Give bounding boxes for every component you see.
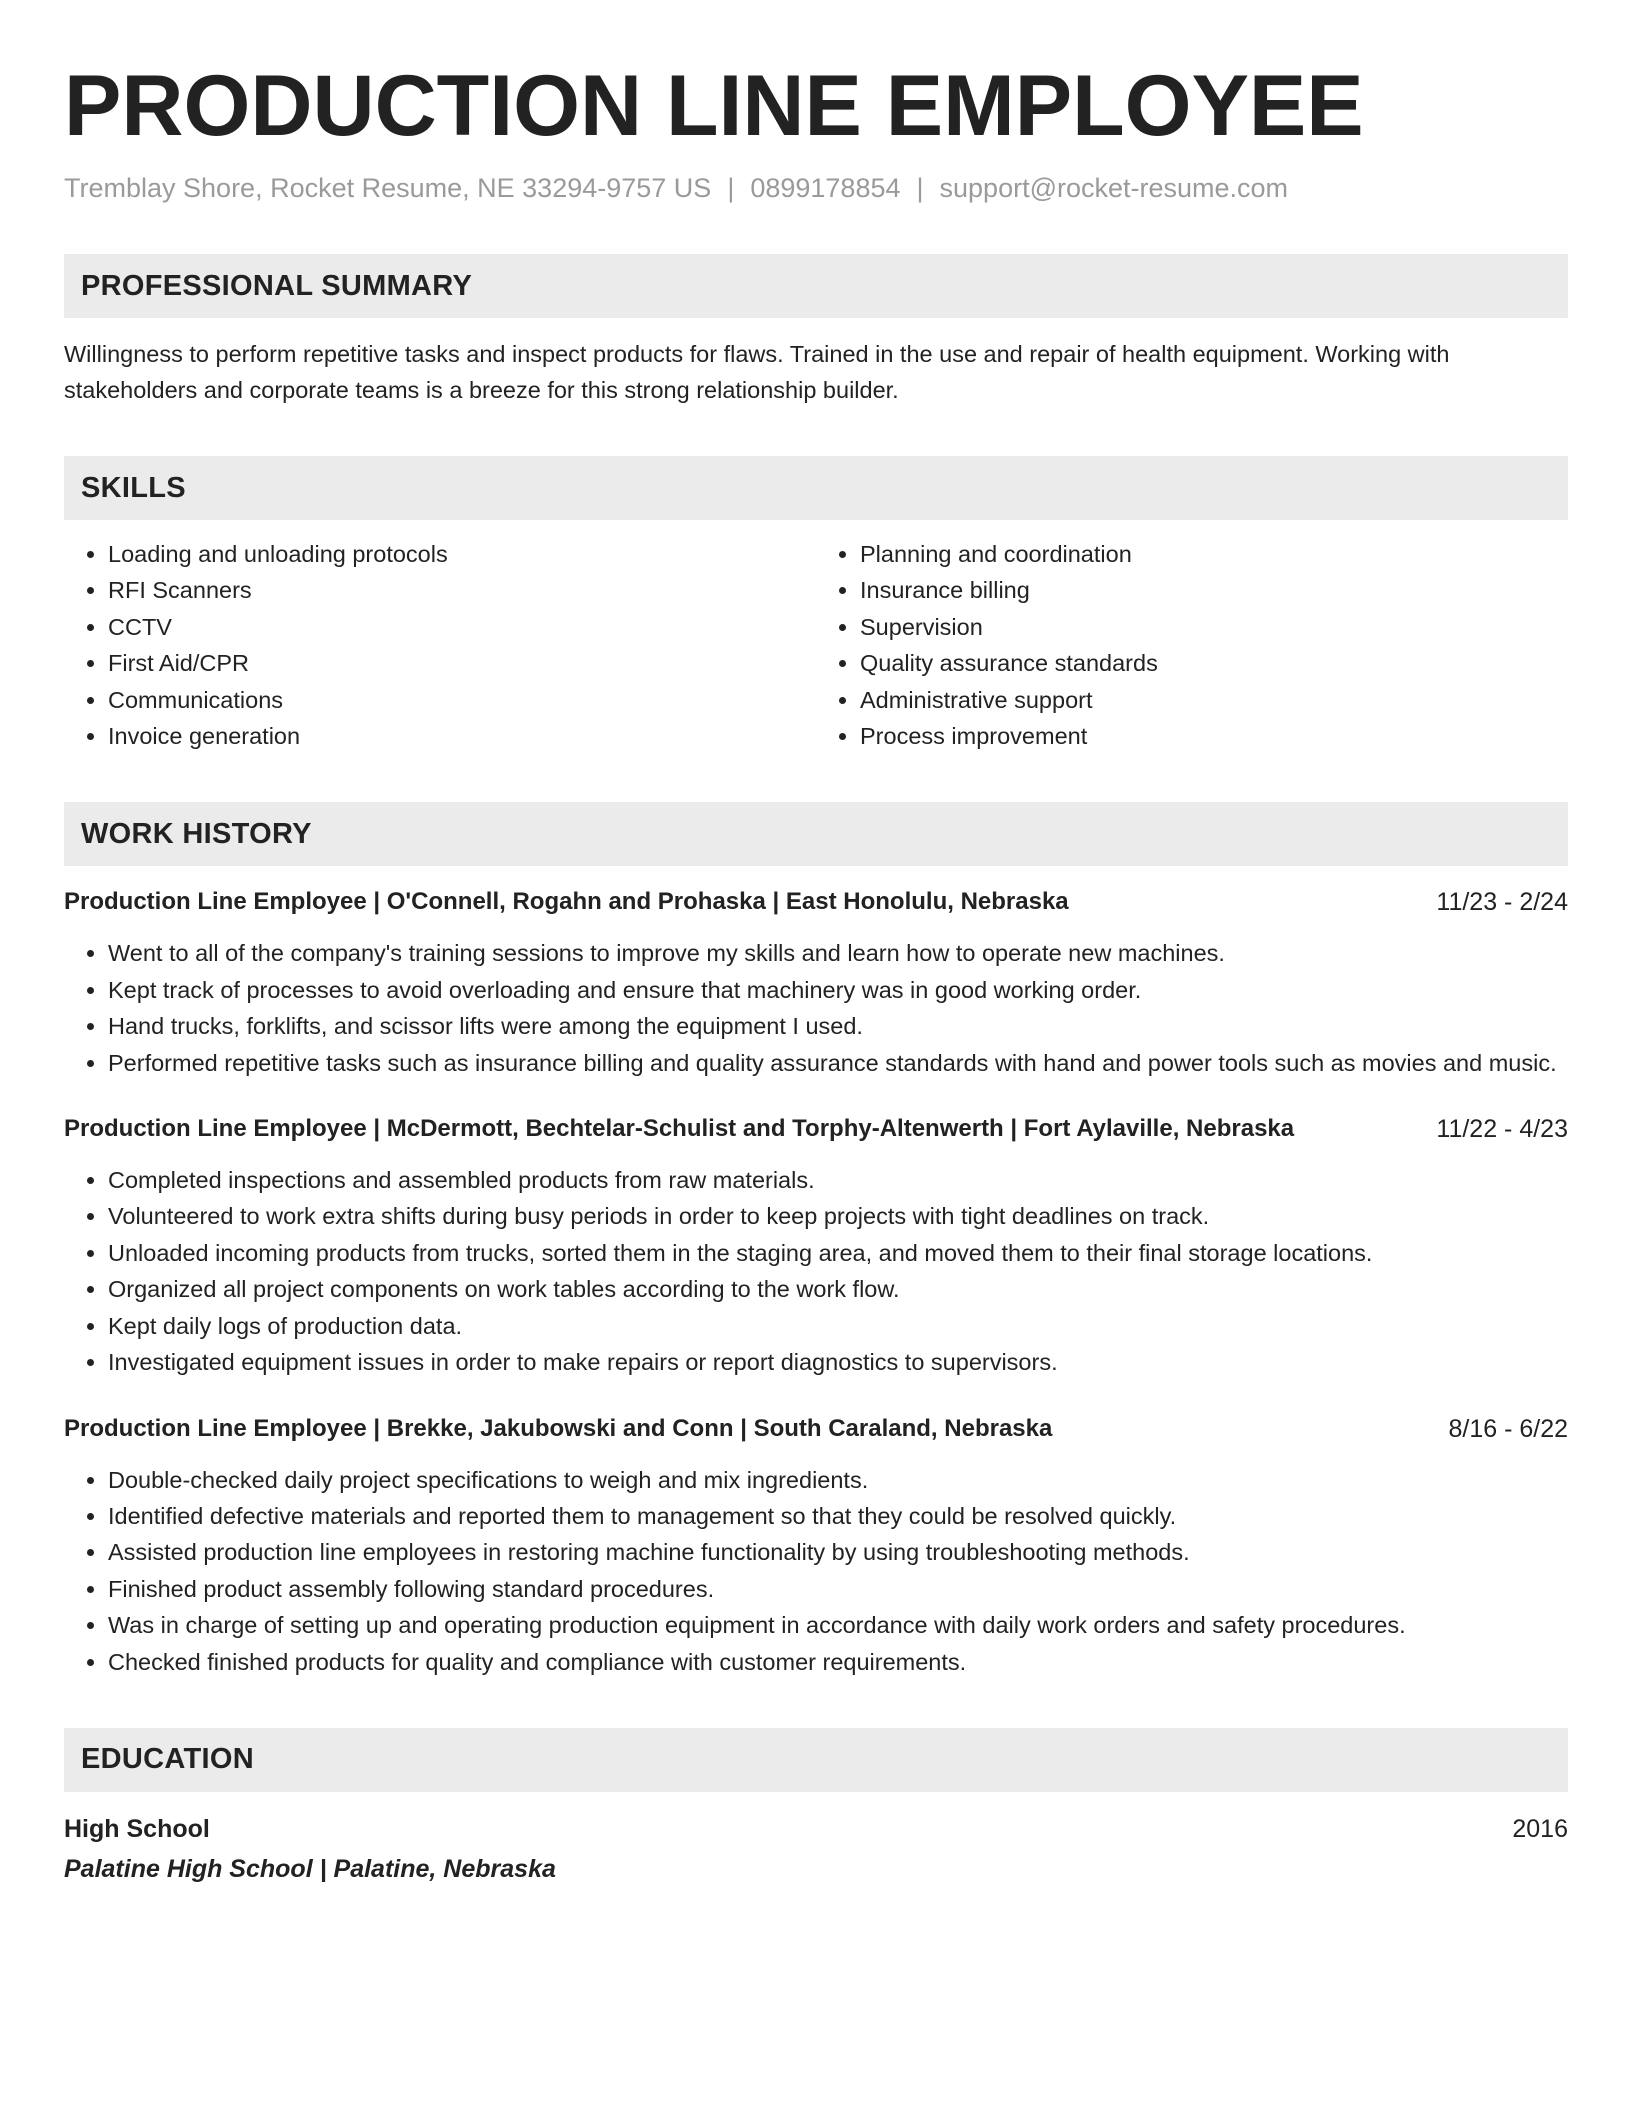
job-bullet: • Investigated equipment issues in order to make repairs or report diagnostics to supervisors. [108,1344,1568,1380]
contact-email: support@rocket-resume.com [939,173,1289,203]
contact-separator: | [916,173,924,203]
education-school: Palatine High School | Palatine, Nebraska [64,1854,556,1883]
job-heading: Production Line Employee | O'Connell, Rogahn and Prohaska | East Honolulu, Nebraska [64,888,1069,916]
skill-item: • Process improvement [860,718,1568,754]
skill-item: • CCTV [108,609,816,645]
job-bullet: • Completed inspections and assembled products from raw materials. [108,1162,1568,1198]
skill-item: • First Aid/CPR [108,645,816,681]
skill-item: • Planning and coordination [860,536,1568,572]
contact-separator: | [727,173,735,203]
summary-text: Willingness to perform repetitive tasks and inspect products for flaws. Trained in the use and repair of health equipment. Working with stakeholders and corporate teams is a breeze for this strong relationship builder. [64,341,1450,403]
skills-list [64,536,1568,754]
job-dates: 8/16 - 6/22 [1448,1414,1568,1443]
job-bullets [64,935,1568,1081]
job-bullet: • Assisted production line employees in restoring machine functionality by using troubleshooting methods. [108,1534,1568,1570]
contact-address: Tremblay Shore, Rocket Resume, NE 33294-9757 US [64,173,712,203]
job-bullet: • Checked finished products for quality and compliance with customer requirements. [108,1644,1568,1680]
job-heading-row [64,1411,1568,1447]
section-header-skills: SKILLS [64,456,1568,520]
job-entry [64,1411,1568,1680]
job-bullet: • Went to all of the company's training sessions to improve my skills and learn how to operate new machines. [108,935,1568,971]
job-bullets [64,1162,1568,1380]
job-heading-row [64,884,1568,920]
resume-name: PRODUCTION LINE EMPLOYEE [64,58,1364,154]
job-bullet: • Was in charge of setting up and operating production equipment in accordance with daily work orders and safety procedures. [108,1607,1568,1643]
education-entry [64,1810,1568,1890]
education-degree: High School [64,1814,210,1843]
job-bullet: • Organized all project components on work tables according to the work flow. [108,1271,1568,1307]
job-bullet: • Double-checked daily project specifications to weigh and mix ingredients. [108,1462,1568,1498]
job-heading-row [64,1111,1568,1147]
job-bullets [64,1462,1568,1680]
skill-item: • Communications [108,682,816,718]
job-bullet: • Hand trucks, forklifts, and scissor lifts were among the equipment I used. [108,1008,1568,1044]
skill-item: • Supervision [860,609,1568,645]
job-bullet: • Identified defective materials and reported them to management so that they could be resolved quickly. [108,1498,1568,1534]
education-heading-row [64,1810,1568,1848]
job-entry [64,1111,1568,1380]
job-dates: 11/23 - 2/24 [1436,888,1568,917]
skill-item: • Loading and unloading protocols [108,536,816,572]
job-bullet: • Performed repetitive tasks such as insurance billing and quality assurance standards with hand and power tools such as movies and music. [108,1045,1568,1081]
skill-item: • Invoice generation [108,718,816,754]
job-entry [64,884,1568,1081]
skills-column-left [64,536,816,754]
job-heading: Production Line Employee | Brekke, Jakubowski and Conn | South Caraland, Nebraska [64,1414,1053,1442]
skill-item: • Quality assurance standards [860,645,1568,681]
education-year: 2016 [1512,1814,1568,1843]
skills-column-right [816,536,1568,754]
job-heading: Production Line Employee | McDermott, Bechtelar-Schulist and Torphy-Altenwerth | Fort Aylaville, Nebraska [64,1115,1295,1143]
job-bullet: • Kept track of processes to avoid overloading and ensure that machinery was in good working order. [108,972,1568,1008]
skill-item: • Administrative support [860,682,1568,718]
section-header-work-history: WORK HISTORY [64,802,1568,866]
job-bullet: • Kept daily logs of production data. [108,1308,1568,1344]
skill-item: • Insurance billing [860,572,1568,608]
job-dates: 11/22 - 4/23 [1436,1115,1568,1144]
section-header-education: EDUCATION [64,1728,1568,1792]
section-header-summary: PROFESSIONAL SUMMARY [64,254,1568,318]
contact-phone: 0899178854 [750,173,901,203]
contact-line [64,170,1568,206]
job-bullet: • Unloaded incoming products from trucks, sorted them in the staging area, and moved them to their final storage locations. [108,1235,1568,1271]
job-bullet: • Finished product assembly following standard procedures. [108,1571,1568,1607]
skill-item: • RFI Scanners [108,572,816,608]
job-bullet: • Volunteered to work extra shifts during busy periods in order to keep projects with tight deadlines on track. [108,1198,1568,1234]
